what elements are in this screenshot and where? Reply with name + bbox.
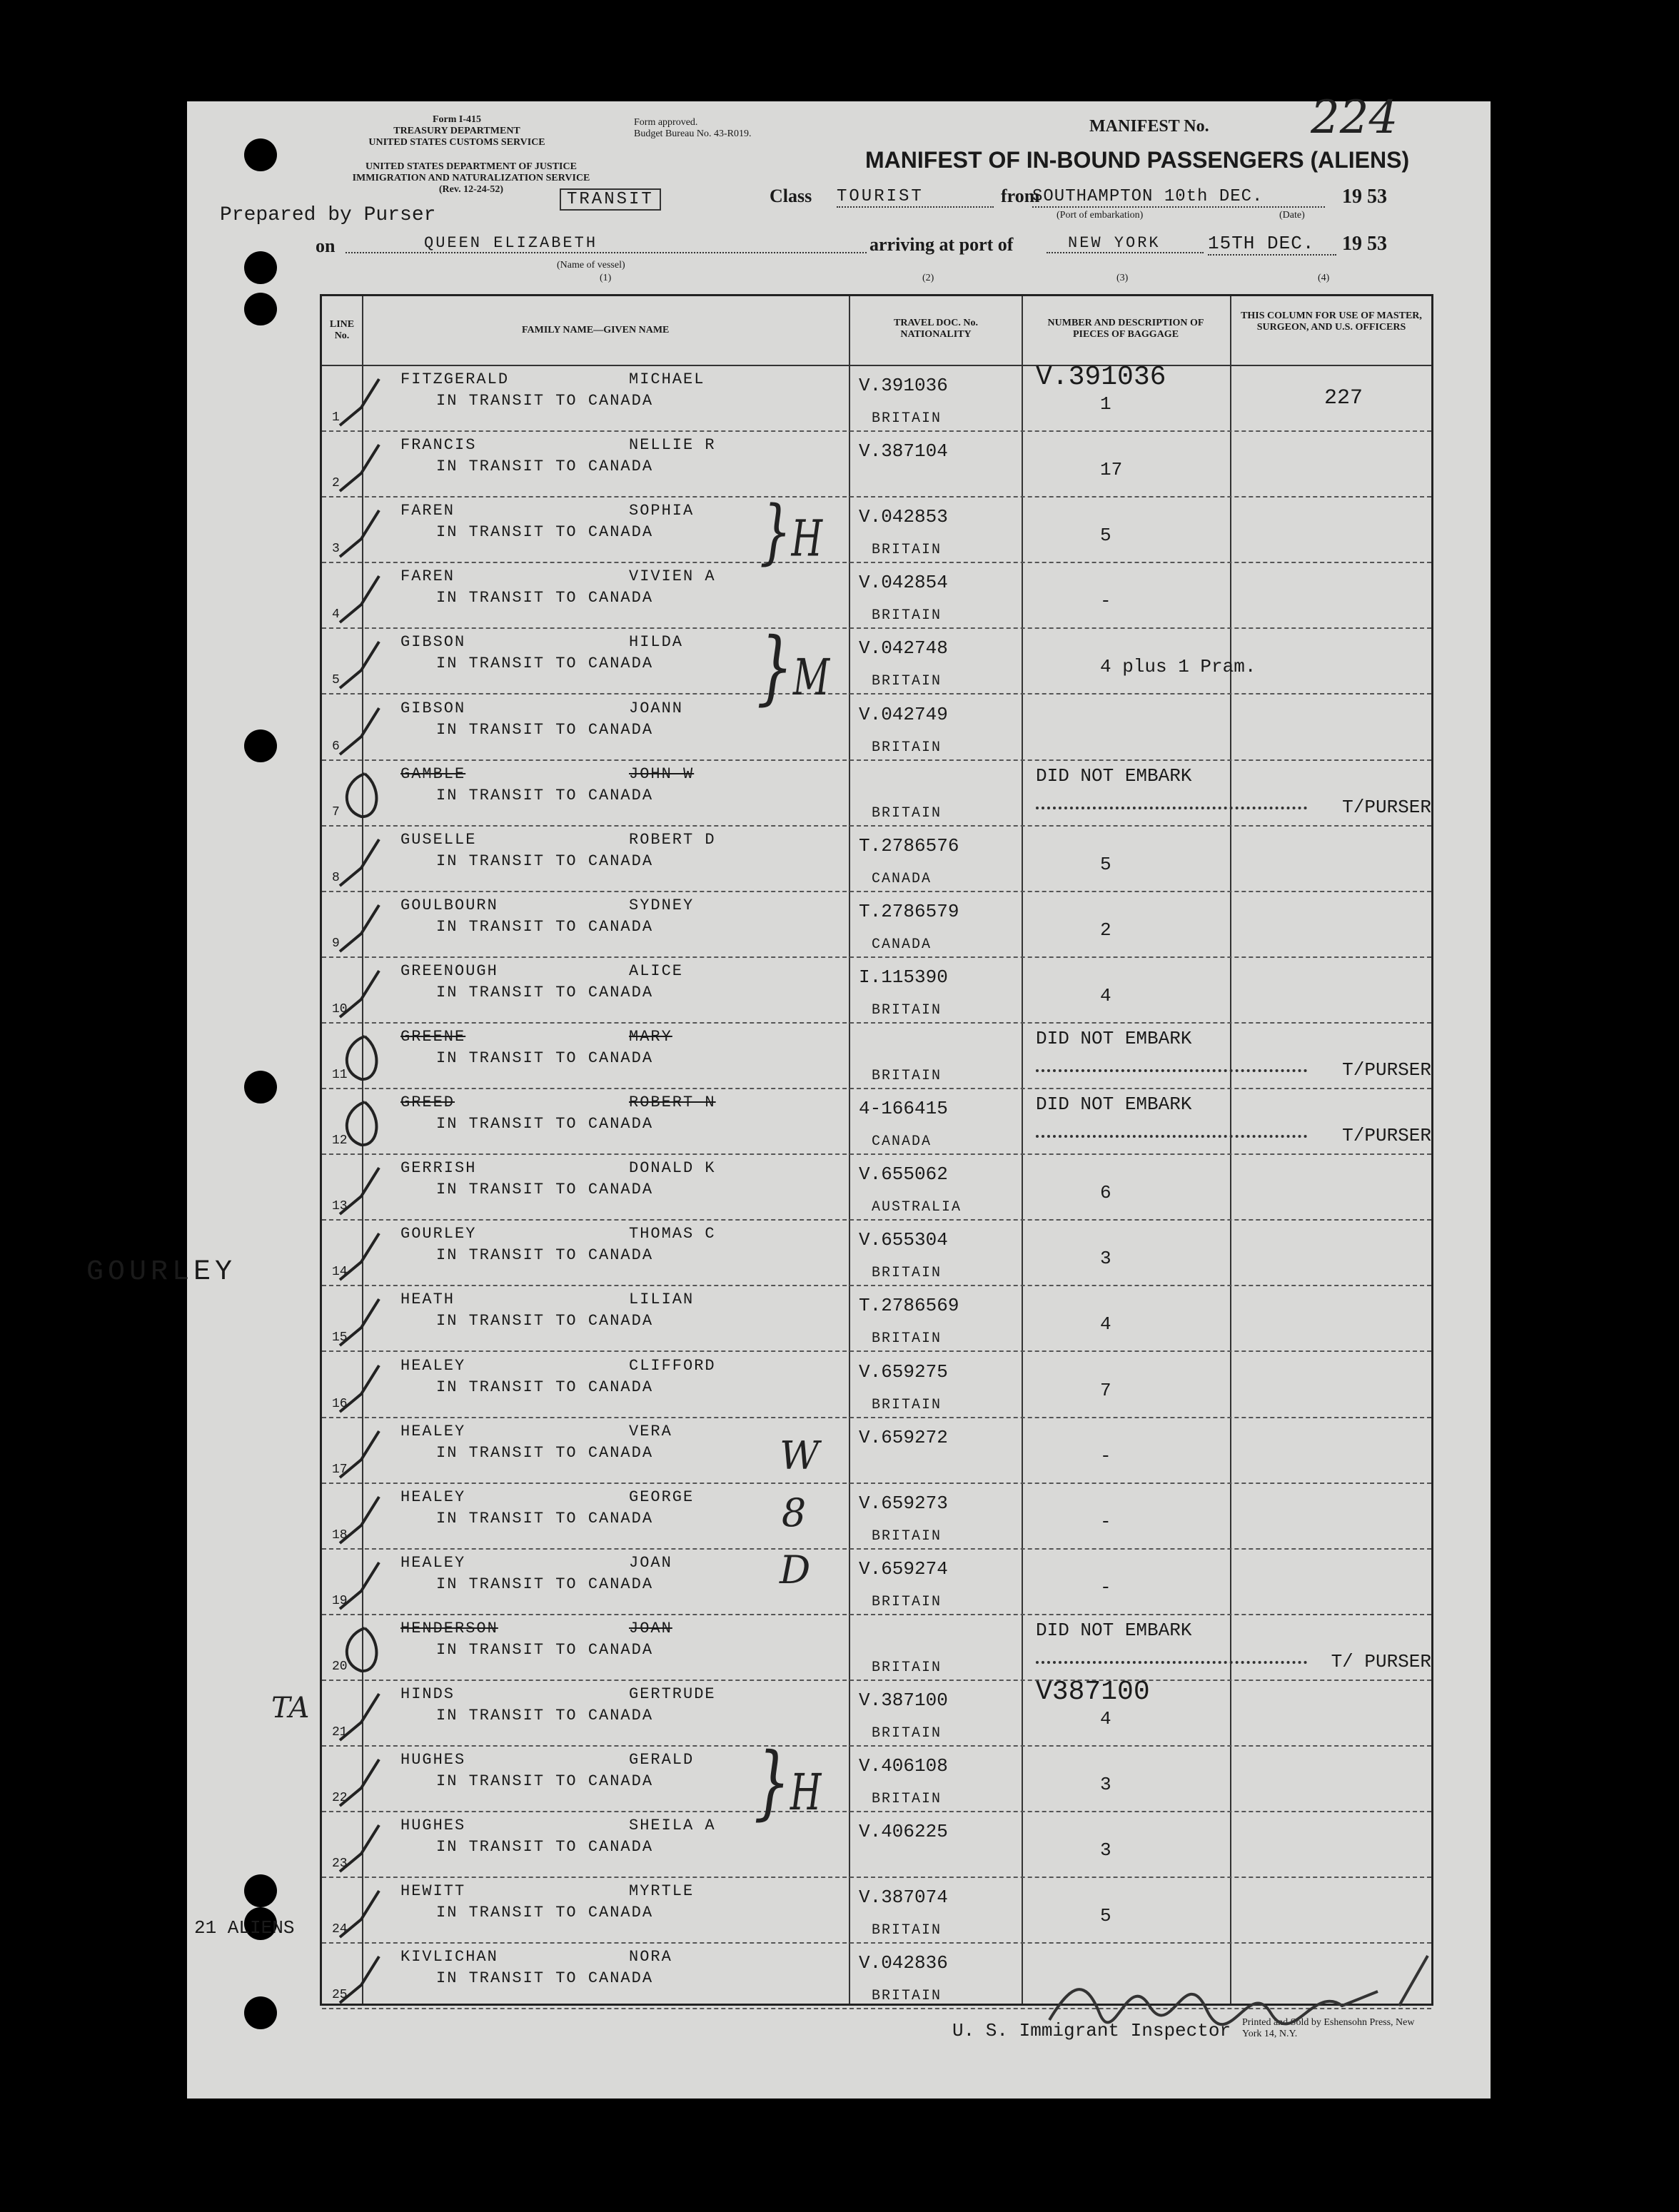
check-mark-icon [336,1358,393,1415]
prepared-by: Prepared by Purser [220,204,436,226]
bracket-h-letter: H [791,510,823,568]
given-name: GERALD [629,1751,695,1769]
line-number: 4 [332,607,340,622]
check-mark-icon [336,1884,393,1941]
baggage: 4 [1100,1313,1111,1335]
table-row [322,1745,1431,1812]
nationality: AUSTRALIA [872,1199,962,1216]
travel-doc-number: V.655062 [859,1163,948,1186]
baggage: 4 plus 1 Pram. [1100,656,1256,678]
line-number: 6 [332,739,340,754]
family-name: HEATH [400,1291,455,1309]
transit-text: IN TRANSIT TO CANADA [436,917,654,936]
line-number: 3 [332,542,340,557]
punch-hole [244,251,277,284]
travel-doc-number: V.655304 [859,1229,948,1251]
check-mark-icon [336,1490,393,1547]
baggage-note: V.391036 [1036,362,1166,393]
line-number: 16 [332,1396,348,1411]
travel-doc-number: T.2786579 [859,900,959,922]
nationality: BRITAIN [872,542,942,559]
ta-note: TA [271,1692,310,1724]
check-mark-icon [336,635,393,692]
given-name: JOAN [629,1619,672,1637]
nationality: BRITAIN [872,1593,942,1610]
check-mark-icon [336,1555,393,1612]
bracket-m-note: }M [757,620,830,714]
check-mark-icon [336,1621,393,1678]
header-officers: THIS COLUMN FOR USE OF MASTER, SURGEON, AND U.S. OFFICERS [1241,310,1422,333]
header-travel-doc: TRAVEL DOC. No. NATIONALITY [894,318,978,340]
baggage: - [1100,1445,1111,1467]
baggage: DID NOT EMBARK [1036,1094,1192,1116]
given-name: DONALD K [629,1159,716,1178]
family-name: HEALEY [400,1422,466,1440]
table-row [322,1153,1431,1221]
line-number: 5 [332,673,340,688]
family-name: HUGHES [400,1817,466,1835]
table-row [322,891,1431,958]
dotted-leader [1036,1661,1307,1664]
family-name: FAREN [400,567,455,586]
family-name: GOULBOURN [400,896,498,914]
travel-doc-number: V.659273 [859,1492,948,1514]
check-mark-icon [336,1029,393,1086]
officer-note: 227 [1324,386,1363,410]
given-name: GERTRUDE [629,1685,716,1703]
table-row [86,1219,1431,1289]
family-name: HEALEY [400,1488,466,1506]
col-num-4: (4) [1318,273,1330,283]
check-mark-icon [336,1687,393,1744]
dotted-leader [1036,807,1307,809]
travel-doc-number: 4-166415 [859,1098,948,1120]
line-number: 8 [332,870,340,885]
nationality: BRITAIN [872,1527,942,1545]
travel-doc-number: I.115390 [859,966,948,988]
check-mark-icon [336,898,393,955]
given-name: MARY [629,1028,672,1046]
travel-doc-number: V.391036 [859,375,948,396]
family-name: HUGHES [400,1751,466,1769]
table-row [322,1811,1431,1878]
on-label: on [316,236,336,256]
baggage: - [1100,1510,1111,1532]
check-mark-icon [336,1752,393,1809]
nationality: BRITAIN [872,1922,942,1939]
given-name: ROBERT N [629,1094,716,1112]
table-row [322,956,1431,1024]
line-number: 12 [332,1133,348,1148]
travel-doc-number: V.042836 [859,1952,948,1974]
nationality: BRITAIN [872,673,942,690]
travel-doc-number: V.042749 [859,703,948,725]
transit-text: IN TRANSIT TO CANADA [436,786,654,804]
punch-hole [244,729,277,762]
given-name: CLIFFORD [629,1356,716,1375]
date-caption: (Date) [1279,210,1305,221]
given-name: SYDNEY [629,896,695,914]
baggage: - [1100,590,1111,612]
header-name: FAMILY NAME—GIVEN NAME [522,325,670,335]
punch-hole [244,1874,277,1907]
header-baggage: NUMBER AND DESCRIPTION OF PIECES OF BAGGAGE [1047,318,1204,340]
line-number: 22 [332,1791,348,1806]
check-mark-icon [336,1095,393,1152]
check-mark-icon [336,569,393,626]
arrival-date: 15TH DEC. [1208,233,1336,256]
aliens-count: 21 ALIENS [194,1917,295,1939]
punch-hole [244,1996,277,2029]
table-row [322,1483,1431,1550]
table-row [322,362,1431,432]
col-num-3: (3) [1116,273,1129,283]
line-number: 20 [332,1659,348,1674]
table-row [322,430,1431,498]
col-num-1: (1) [600,273,612,283]
bracket-h-note: }H [760,490,823,573]
family-name: HEWITT [400,1882,466,1901]
line-number: 13 [332,1199,348,1214]
baggage: 17 [1100,459,1123,481]
transit-text: IN TRANSIT TO CANADA [436,655,654,673]
punch-hole [244,138,277,171]
nationality: BRITAIN [872,1001,942,1019]
table-header [322,296,1431,366]
travel-doc-number: V.387100 [859,1690,948,1711]
baggage: - [1100,1576,1111,1598]
line-number: 17 [332,1462,348,1477]
check-mark-icon [336,372,393,429]
family-name: GREENOUGH [400,961,498,980]
nationality: BRITAIN [872,1725,942,1742]
baggage: 4 [1100,1708,1111,1729]
nationality: BRITAIN [872,607,942,625]
line-number: 1 [332,410,340,425]
treasury-dept: TREASURY DEPARTMENT [393,126,520,136]
transit-text: IN TRANSIT TO CANADA [436,1838,654,1857]
nationality: BRITAIN [872,739,942,756]
given-name: HILDA [629,633,684,652]
given-name: VERA [629,1422,672,1440]
given-name: SHEILA A [629,1817,716,1835]
line-number: 18 [332,1527,348,1542]
family-name: GREENE [400,1028,466,1046]
check-mark-icon [336,1226,393,1283]
transit-text: IN TRANSIT TO CANADA [436,1115,654,1133]
nationality: BRITAIN [872,1988,942,2005]
transit-text: IN TRANSIT TO CANADA [436,1772,654,1791]
year-embark: 19 53 [1342,186,1387,208]
line-number: 15 [332,1330,348,1345]
check-mark-icon [336,1949,393,2006]
check-mark-icon [336,438,393,495]
nationality: BRITAIN [872,1330,942,1348]
line-number: 23 [332,1857,348,1872]
officer-note: T/PURSER [1342,796,1431,818]
given-name: GEORGE [629,1488,695,1506]
table-row [322,825,1431,892]
transit-text: IN TRANSIT TO CANADA [436,523,654,542]
dotted-leader [1036,1135,1307,1138]
transit-text: IN TRANSIT TO CANADA [436,720,654,739]
transit-text: IN TRANSIT TO CANADA [436,852,654,870]
nationality: BRITAIN [872,1659,942,1676]
table-row [322,496,1431,563]
form-header-treasury [364,114,550,148]
table-row [322,627,1431,695]
family-name: GIBSON [400,699,466,717]
transit-text: IN TRANSIT TO CANADA [436,1640,654,1659]
class-label: Class [770,186,812,206]
arrival-port: NEW YORK [1047,234,1204,253]
transit-text: IN TRANSIT TO CANADA [436,1969,654,1988]
travel-doc-number: V.406225 [859,1821,948,1843]
line-number: 10 [332,1001,348,1016]
vessel-name: QUEEN ELIZABETH [346,234,867,253]
transit-text: IN TRANSIT TO CANADA [436,392,654,410]
inspector-signature [1042,1941,1442,2041]
family-name: HEALEY [400,1553,466,1572]
col-num-2: (2) [922,273,934,283]
baggage: 1 [1100,393,1111,415]
transit-text: IN TRANSIT TO CANADA [436,1378,654,1396]
check-mark-icon [336,701,393,758]
line-number: 19 [332,1593,348,1608]
transit-text: IN TRANSIT TO CANADA [436,1443,654,1462]
bracket-wgd-note: W 8 D [780,1433,820,1592]
officer-note: T/PURSER [1342,1125,1431,1147]
travel-doc-number: V.659274 [859,1557,948,1580]
given-name: NORA [629,1948,672,1966]
family-name: GIBSON [400,633,466,652]
baggage: 2 [1100,919,1111,941]
punch-hole [244,1071,277,1104]
baggage: 7 [1100,1379,1111,1401]
dotted-leader [1036,1069,1307,1072]
check-mark-icon [336,1292,393,1349]
bracket-h2-note: }H [754,1735,822,1829]
table-row [322,1677,1431,1747]
family-name: FRANCIS [400,436,477,455]
given-name: LILIAN [629,1291,695,1309]
given-name: JOHN W [629,764,695,783]
class-value: TOURIST [837,187,994,208]
travel-doc-number: V.042853 [859,506,948,528]
travel-doc-number: V.387074 [859,1887,948,1909]
bracket-m-letter: M [792,648,830,707]
baggage: 5 [1100,1905,1111,1927]
table-row [322,562,1431,629]
transit-text: IN TRANSIT TO CANADA [436,983,654,1001]
header-line-no: LINE No. [329,319,355,341]
nationality: BRITAIN [872,1791,942,1808]
form-revision: (Rev. 12-24-52) [438,184,504,195]
baggage-note: V387100 [1036,1677,1150,1707]
family-name: KIVLICHAN [400,1948,498,1966]
year-arrival: 19 53 [1342,233,1387,255]
check-mark-icon [336,964,393,1021]
inspector-label: U. S. Immigrant Inspector [952,2020,1231,2041]
line-number: 24 [332,1922,348,1937]
travel-doc-number: V.042854 [859,572,948,594]
transit-text: IN TRANSIT TO CANADA [436,1246,654,1265]
family-name: HEALEY [400,1356,466,1375]
baggage: 3 [1100,1774,1111,1796]
check-mark-icon [336,503,393,560]
table-row [322,1614,1431,1681]
nationality: CANADA [872,870,932,887]
justice-dept: UNITED STATES DEPARTMENT OF JUSTICE [365,161,577,172]
given-name: ALICE [629,961,684,980]
travel-doc-number: V.659275 [859,1360,948,1383]
budget-bureau: Budget Bureau No. 43-R019. [634,128,752,139]
transit-text: IN TRANSIT TO CANADA [436,1707,654,1724]
transit-text: IN TRANSIT TO CANADA [436,1049,654,1067]
nationality: CANADA [872,936,932,953]
travel-doc-number: V.042748 [859,637,948,660]
given-name: MICHAEL [629,370,705,388]
check-mark-icon [336,832,393,889]
family-name: HINDS [400,1685,455,1703]
table-row [322,1877,1431,1944]
line-number: 7 [332,804,340,819]
nationality: BRITAIN [872,804,942,822]
check-mark-icon [336,767,393,824]
check-mark-icon [336,1818,393,1875]
baggage: 3 [1100,1248,1111,1270]
given-name: NELLIE R [629,436,716,455]
given-name: THOMAS C [629,1225,716,1243]
ins-service: IMMIGRATION AND NATURALIZATION SERVICE [352,173,590,183]
table-row [322,694,1431,761]
line-number: 2 [332,476,340,491]
line-number: 11 [332,1068,348,1082]
table-row [322,759,1431,827]
vessel-caption: (Name of vessel) [557,260,625,271]
table-row [322,1022,1431,1089]
baggage: 3 [1100,1839,1111,1862]
baggage: DID NOT EMBARK [1036,764,1192,787]
manifest-no-value: 224 [1311,91,1398,144]
manifest-no-label: MANIFEST No. [1089,117,1209,136]
nationality: BRITAIN [872,1265,942,1282]
transit-text: IN TRANSIT TO CANADA [436,1509,654,1527]
table-row [322,1351,1431,1418]
travel-doc-number: V.406108 [859,1755,948,1777]
form-approved: Form approved. [634,117,698,128]
travel-doc-number: V.659272 [859,1426,948,1448]
check-mark-icon [336,1424,393,1481]
printer-credit: Printed and Sold by Eshensohn Press, New York 14, N.Y. [1242,2017,1415,2039]
from-label: from [1001,186,1040,206]
family-name: GUSELLE [400,830,477,849]
form-number: Form I-415 [432,114,482,125]
baggage: 6 [1100,1182,1111,1204]
given-name: ROBERT D [629,830,716,849]
nationality: BRITAIN [872,1396,942,1413]
line-number: 21 [332,1725,348,1739]
travel-doc-number: T.2786576 [859,834,959,857]
family-name: GREED [400,1094,455,1112]
family-name: FAREN [400,502,455,520]
family-name: GAMBLE [400,764,466,783]
given-name: JOANN [629,699,684,717]
form-approval [634,117,751,140]
officer-note: T/ PURSER [1331,1650,1431,1672]
transit-text: IN TRANSIT TO CANADA [436,1181,654,1199]
officer-note: T/PURSER [1342,1059,1431,1081]
given-name: MYRTLE [629,1882,695,1901]
line-number: 25 [332,1988,348,2003]
baggage: DID NOT EMBARK [1036,1619,1192,1641]
baggage: 5 [1100,853,1111,875]
transit-text: IN TRANSIT TO CANADA [436,1575,654,1593]
travel-doc-number: V.387104 [859,440,948,463]
given-name: JOAN [629,1553,672,1572]
table-row [322,1285,1431,1352]
family-name: GERRISH [400,1159,477,1178]
transit-text: IN TRANSIT TO CANADA [436,1904,654,1922]
punch-hole [244,293,277,325]
family-name: HENDERSON [400,1619,498,1637]
check-mark-icon [336,1161,393,1218]
baggage-note: GOURLEY [86,1256,237,1289]
transit-stamp: TRANSIT [560,188,661,211]
table-row [322,1088,1431,1155]
bracket-h2-letter: H [790,1763,822,1822]
nationality: CANADA [872,1133,932,1151]
baggage: 5 [1100,525,1111,547]
table-row [322,1417,1431,1484]
line-number: 9 [332,936,340,951]
transit-text: IN TRANSIT TO CANADA [436,1312,654,1330]
customs-service: UNITED STATES CUSTOMS SERVICE [368,137,545,148]
travel-doc-number: T.2786569 [859,1295,959,1317]
baggage: 4 [1100,984,1111,1006]
from-value: SOUTHAMPTON 10th DEC. [1032,187,1325,208]
nationality: BRITAIN [872,410,942,427]
family-name: FITZGERALD [400,370,510,388]
transit-text: IN TRANSIT TO CANADA [436,589,654,607]
table-row [322,1548,1431,1615]
manifest-title: MANIFEST OF IN-BOUND PASSENGERS (ALIENS) [865,147,1410,173]
line-number: 14 [332,1265,348,1280]
transit-text: IN TRANSIT TO CANADA [436,458,654,476]
given-name: SOPHIA [629,502,695,520]
family-name: GOURLEY [400,1225,477,1243]
baggage: DID NOT EMBARK [1036,1028,1192,1049]
nationality: BRITAIN [872,1068,942,1084]
given-name: VIVIEN A [629,567,716,586]
port-embark-caption: (Port of embarkation) [1057,210,1144,221]
arriving-label: arriving at port of [869,234,1014,255]
